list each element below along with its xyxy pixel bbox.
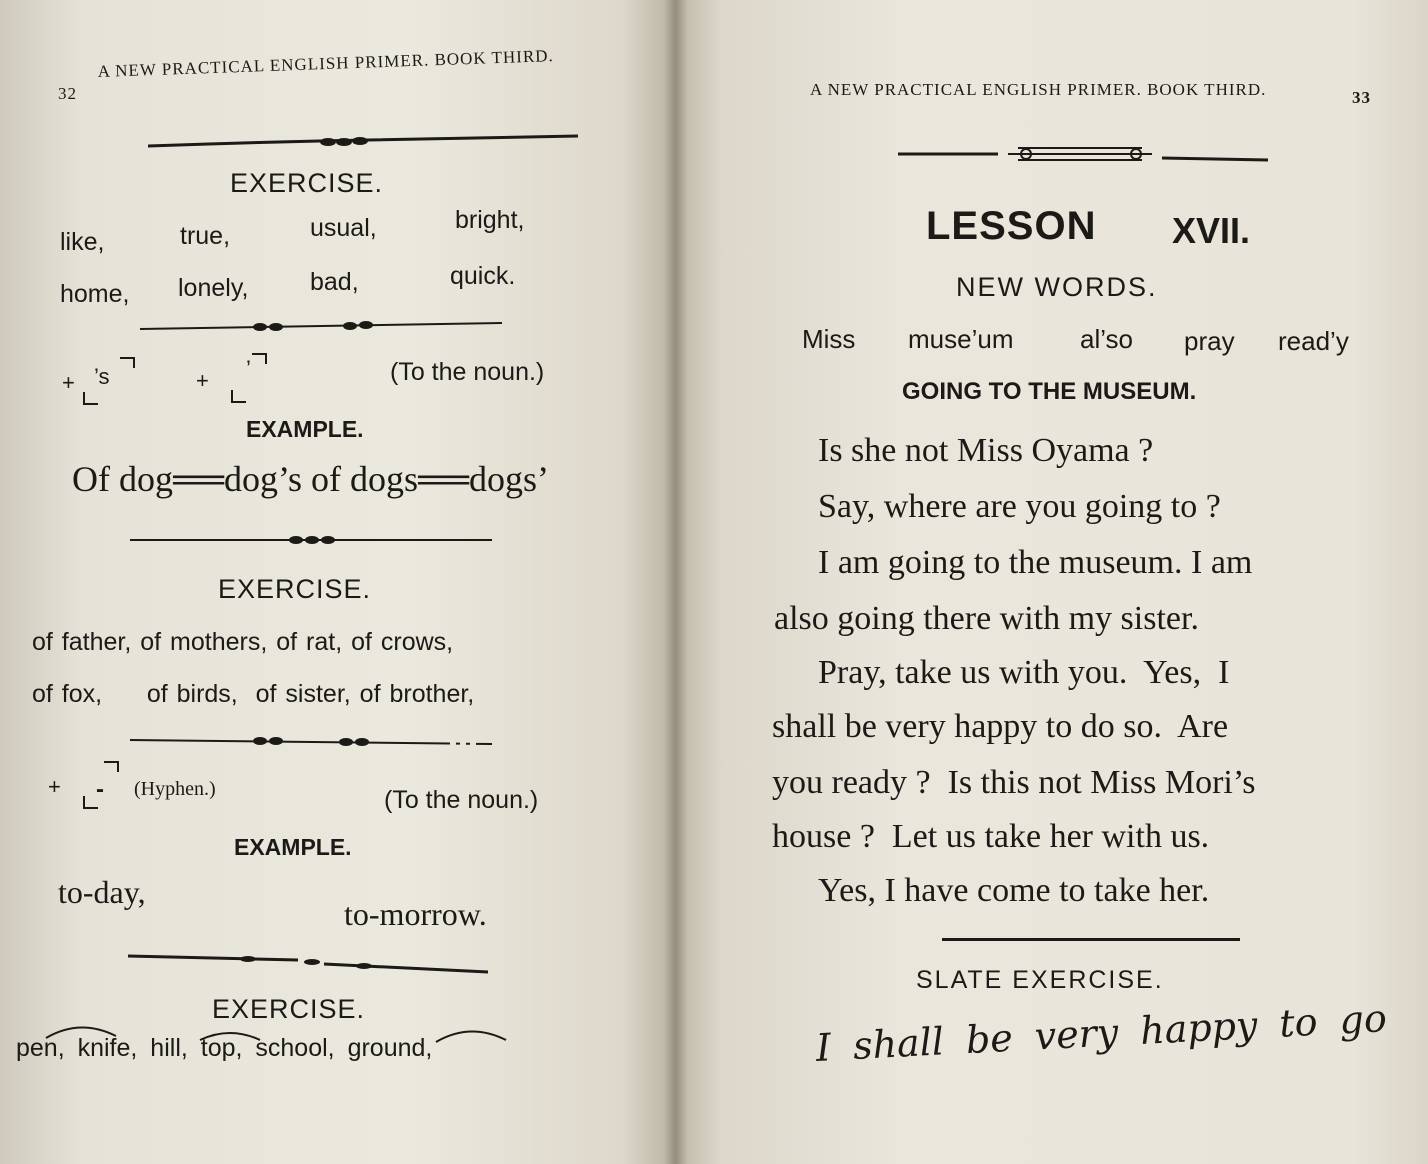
ornament-divider — [130, 732, 492, 752]
syllable-arcs — [40, 1018, 520, 1048]
exercise-line: pen, knife, hill, top, school, ground, — [16, 1034, 433, 1062]
lesson-label: LESSON — [926, 204, 1097, 248]
story-line: Pray, take us with you. Yes, I — [818, 654, 1230, 691]
ornament-divider — [148, 130, 578, 154]
example-word: to-day, — [58, 874, 146, 910]
bracket-marks — [226, 350, 276, 408]
exercise-word: quick. — [450, 262, 516, 290]
bracket-marks — [78, 758, 128, 814]
exercise-word: bright, — [455, 206, 525, 234]
story-line: shall be very happy to do so. Are — [772, 708, 1229, 745]
left-page-number: 32 — [58, 84, 77, 103]
example-text: Of dog══dog’s of dogs══dogs’ — [72, 459, 550, 499]
hyphen-symbol: - — [96, 776, 104, 803]
story-line: I am going to the museum. I am — [818, 544, 1253, 581]
example-word: to-morrow. — [344, 896, 487, 932]
new-word: muse’um — [908, 324, 1014, 354]
story-line: you ready ? Is this not Miss Mori’s — [772, 764, 1256, 801]
right-page-number: 33 — [1352, 88, 1371, 107]
rule-note: (To the noun.) — [390, 358, 545, 386]
new-word: read’y — [1278, 326, 1349, 356]
exercise-line: of fox, of birds, of sister, of brother, — [32, 680, 475, 708]
exercise-word: home, — [60, 280, 130, 308]
left-running-title: A NEW PRACTICAL ENGLISH PRIMER. BOOK THIRD. — [97, 46, 555, 82]
book-gutter — [664, 0, 688, 1164]
left-page — [0, 0, 676, 1164]
right-page — [676, 0, 1428, 1164]
ornament-divider — [140, 316, 502, 336]
exercise-word: like, — [60, 228, 105, 256]
example-title: EXAMPLE. — [246, 416, 364, 442]
exercise-title: EXERCISE. — [212, 994, 366, 1024]
exercise-word: lonely, — [178, 274, 249, 302]
example-title: EXAMPLE. — [234, 834, 352, 860]
right-running-title: A NEW PRACTICAL ENGLISH PRIMER. BOOK THIRD. — [810, 80, 1267, 99]
exercise-title: EXERCISE. — [218, 574, 372, 604]
story-line: house ? Let us take her with us. — [772, 818, 1210, 855]
ornament-divider — [898, 140, 1268, 170]
exercise-word: bad, — [310, 268, 359, 296]
ornament-divider — [130, 530, 492, 550]
lesson-numeral: XVII. — [1172, 210, 1251, 251]
apostrophe-s-symbol: ’s — [94, 364, 110, 389]
new-word: Miss — [802, 324, 856, 354]
story-line: Is she not Miss Oyama ? — [818, 432, 1154, 469]
story-line: also going there with my sister. — [774, 600, 1199, 637]
new-word: al’so — [1080, 324, 1134, 354]
plus-sign: + — [48, 774, 61, 799]
new-word: pray — [1184, 326, 1235, 356]
script-handwriting-line: I shall be very happy to go — [814, 996, 1388, 1070]
divider-rule — [942, 938, 1240, 941]
story-line: Say, where are you going to ? — [818, 488, 1221, 525]
plus-sign: + — [196, 368, 209, 393]
rule-note: (To the noun.) — [384, 786, 539, 814]
story-line: Yes, I have come to take her. — [818, 872, 1210, 909]
ornament-divider — [128, 950, 488, 974]
new-words-title: NEW WORDS. — [956, 272, 1158, 302]
apostrophe-symbol: ’ — [246, 356, 251, 381]
exercise-line: of father, of mothers, of rat, of crows, — [32, 628, 454, 656]
exercise-title: EXERCISE. — [230, 168, 384, 198]
exercise-word: true, — [180, 222, 231, 250]
hyphen-label: (Hyphen.) — [134, 778, 216, 800]
plus-sign: + — [62, 370, 75, 395]
bracket-marks — [80, 352, 140, 408]
exercise-word: usual, — [310, 214, 377, 242]
slate-exercise-title: SLATE EXERCISE. — [916, 966, 1164, 994]
story-title: GOING TO THE MUSEUM. — [902, 378, 1197, 405]
